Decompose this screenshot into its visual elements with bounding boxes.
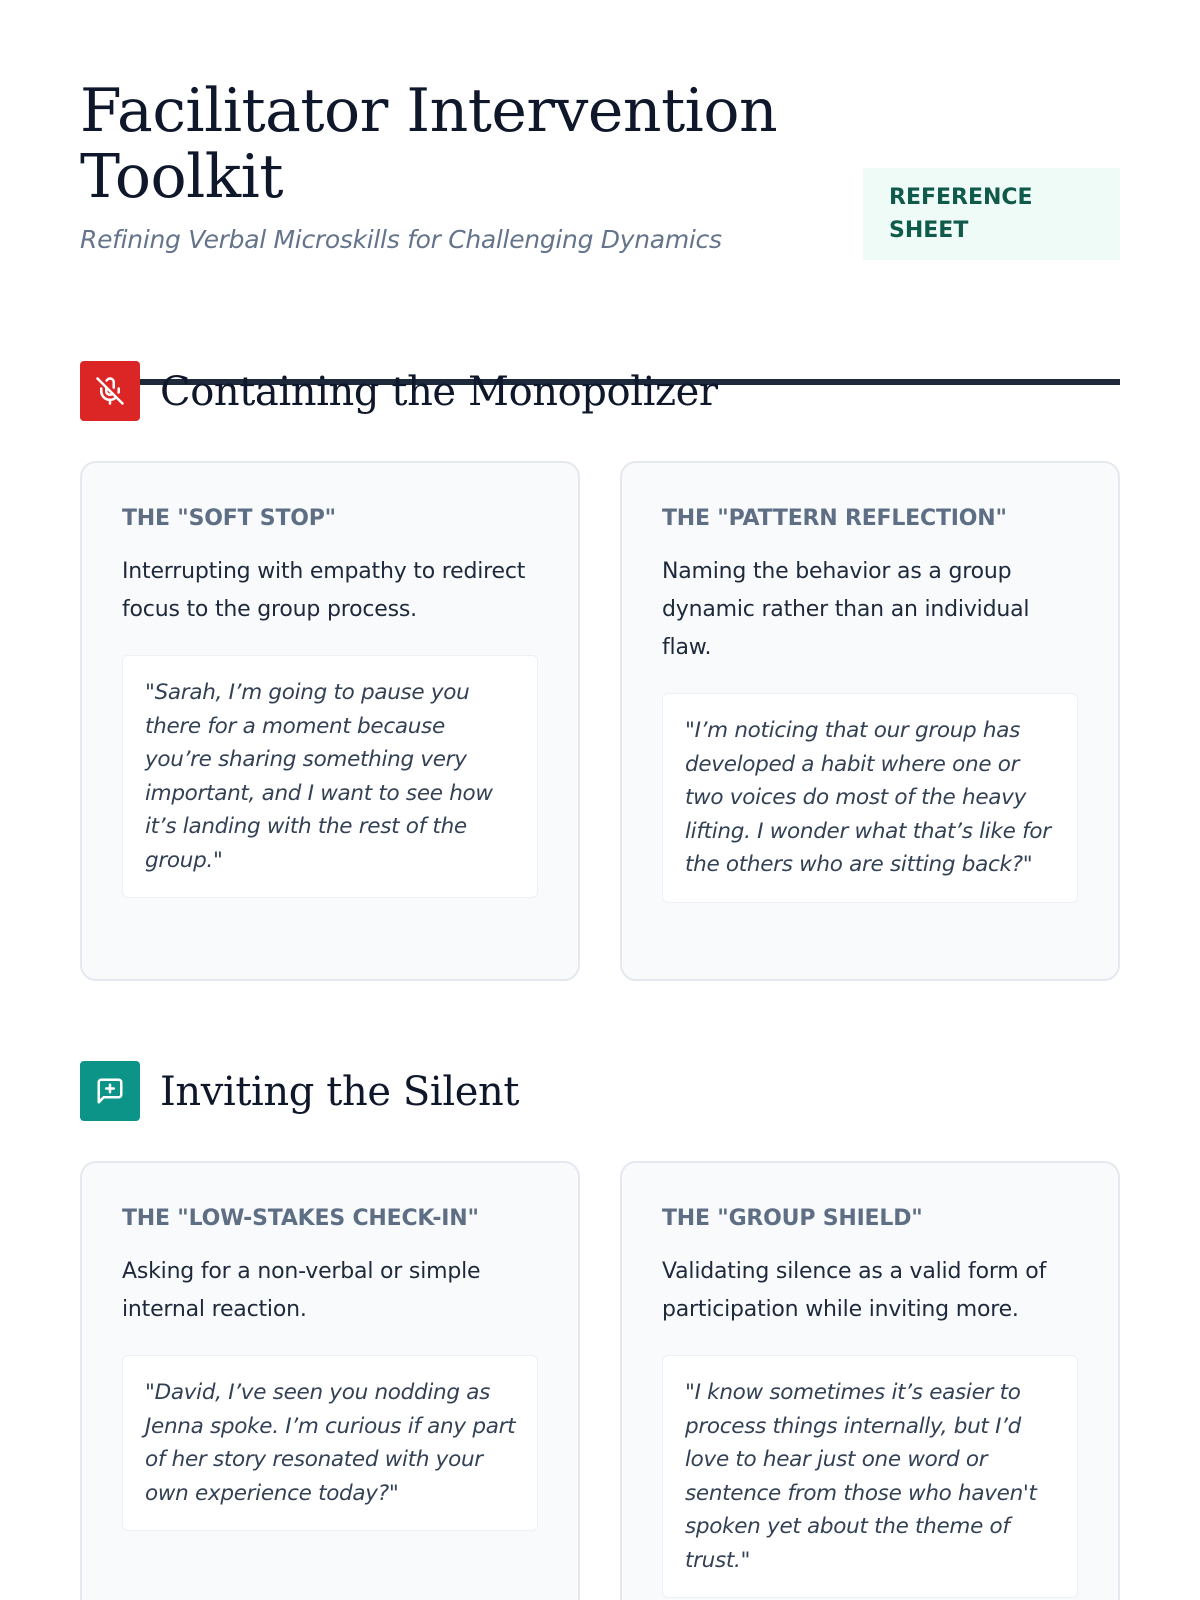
technique-card (620, 461, 1120, 981)
technique-label: THE "SOFT STOP" (122, 506, 336, 531)
technique-label: THE "GROUP SHIELD" (662, 1206, 923, 1231)
technique-description: Asking for a non-verbal or simple internal reaction. (122, 1259, 481, 1322)
technique-description: Validating silence as a valid form of participation while inviting more. (662, 1259, 1047, 1322)
technique-card (620, 1161, 1120, 1600)
technique-label: THE "PATTERN REFLECTION" (662, 506, 1007, 531)
example-quote: "I’m noticing that our group has developed a habit where one or two voices do most of the heavy lifting. I wonder what that’s like for the others who are sitting back?" (662, 693, 1078, 903)
technique-description: Naming the behavior as a group dynamic rather than an individual flaw. (662, 559, 1030, 660)
technique-description: Interrupting with empathy to redirect focus to the group process. (122, 559, 526, 622)
example-quote: "Sarah, I’m going to pause you there for a moment because you’re sharing something very important, and I want to see how it’s landing with the rest of the group." (122, 655, 538, 898)
page-subtitle: Refining Verbal Microskills for Challenging Dynamics (80, 225, 722, 254)
reference-sheet-badge: REFERENCE SHEET (863, 168, 1120, 260)
page-header (80, 78, 1120, 308)
section-title: Inviting the Silent (160, 1069, 520, 1115)
mic-off-icon (80, 361, 140, 421)
page-title: Facilitator Intervention Toolkit (80, 76, 778, 212)
example-quote: "David, I’ve seen you nodding as Jenna spoke. I’m curious if any part of her story resonated with your own experience today?" (122, 1355, 538, 1531)
section-header (80, 1061, 1120, 1121)
section-header (80, 361, 1120, 421)
message-plus-icon (80, 1061, 140, 1121)
example-quote: "I know sometimes it’s easier to process things internally, but I’d love to hear just one word or sentence from those who haven't spoken yet about the theme of trust." (662, 1355, 1078, 1598)
toolkit-page (80, 0, 1120, 1600)
technique-card (80, 1161, 580, 1600)
technique-card (80, 461, 580, 981)
technique-label: THE "LOW-STAKES CHECK-IN" (122, 1206, 479, 1231)
section-title: Containing the Monopolizer (160, 369, 718, 415)
